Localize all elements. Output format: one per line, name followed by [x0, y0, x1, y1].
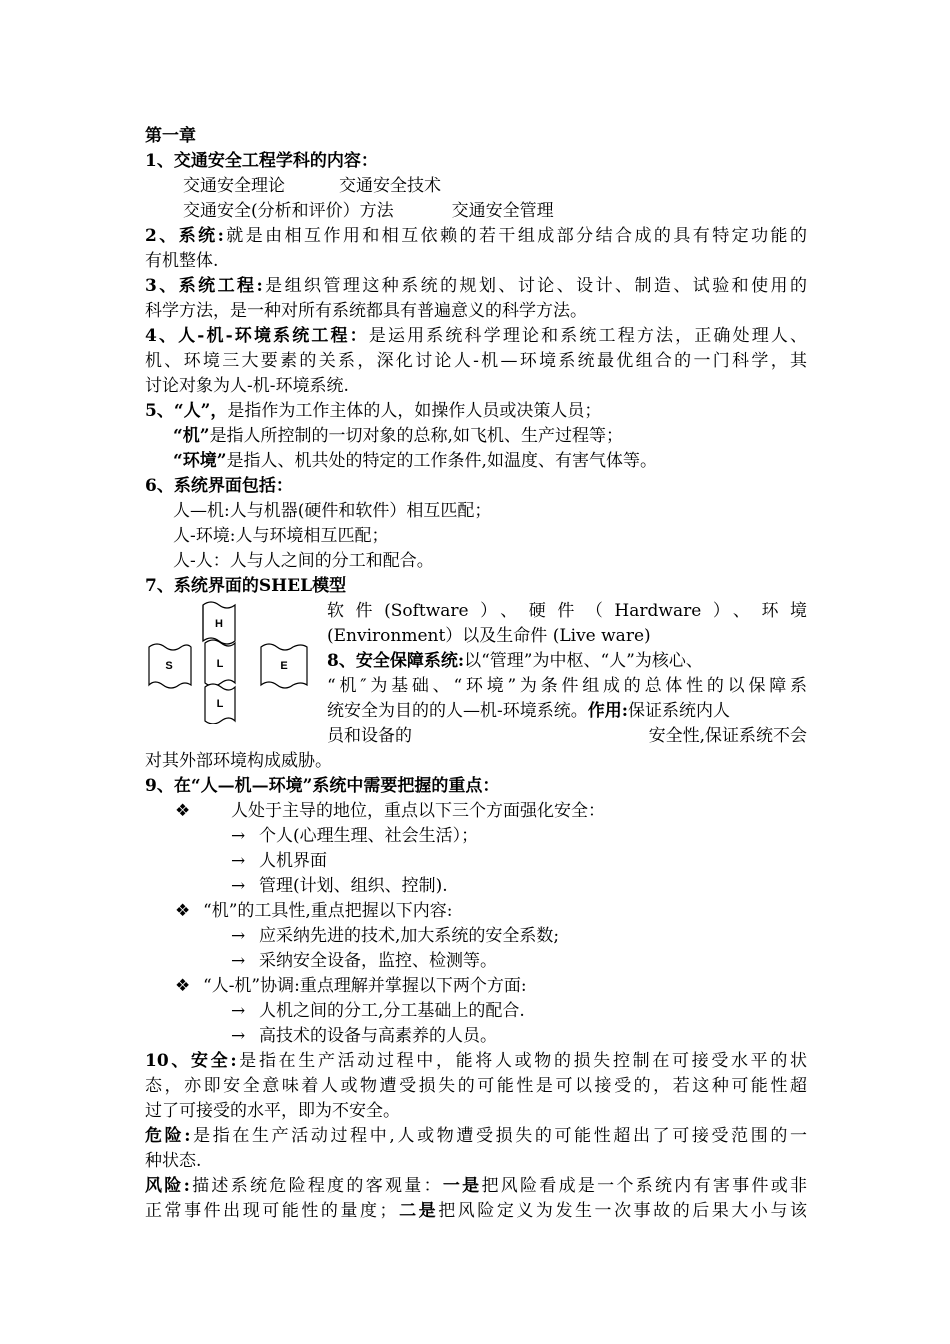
section-7-title: 7、系统界面的SHEL模型 — [145, 576, 347, 596]
arrow-right-icon: → — [231, 951, 246, 971]
shel-label-l1: L — [216, 658, 224, 670]
shel-label-s: S — [165, 660, 173, 672]
diamond-bullet-icon: ❖ — [175, 901, 191, 921]
shel-text — [327, 599, 807, 724]
section-10-line-1: 10、安全:是指在生产活动过程中，能将人或物的损失控制在可接受水平的状 — [145, 1051, 807, 1071]
s6-item-3: 人-人：人与人之间的分工和配合。 — [173, 551, 434, 571]
s1-item-3: 交通安全(分析和评价）方法 — [183, 201, 394, 221]
document-page — [145, 124, 807, 1224]
shel-label-e: E — [280, 660, 288, 672]
s9-g1-item-3: → 管理(计划、组织、控制). — [145, 874, 807, 899]
s7-line-1: 软件(Software）、硬件（Hardware）、环境 — [327, 601, 807, 621]
danger-line-1: 危险:是指在生产活动过程中,人或物遭受损失的可能性超出了可接受范围的一 — [145, 1126, 807, 1146]
s8-line-4: 员和设备的 安全性,保证系统不会 — [327, 726, 807, 746]
shel-label-h: H — [215, 618, 223, 630]
s1-item-4: 交通安全管理 — [451, 201, 554, 221]
arrow-right-icon: → — [231, 851, 246, 871]
section-5-line-3: “环境”是指人、机共处的特定的工作条件,如温度、有害气体等。 — [173, 451, 657, 471]
s8-line-5: 对其外部环境构成威胁。 — [145, 751, 332, 771]
chapter-heading: 第一章 — [145, 126, 196, 146]
section-9-title: 9、在“人—机—环境”系统中需要把握的重点： — [145, 776, 500, 796]
s9-g2-item-2: → 采纳安全设备，监控、检测等。 — [145, 949, 807, 974]
section-5-line-1: 5、“人”，是指作为工作主体的人，如操作人员或决策人员； — [145, 401, 602, 421]
s8-line-1: 8、安全保障系统:以“管理”为中枢、“人”为核心、 — [327, 651, 703, 671]
risk-line-1: 风险:描述系统危险程度的客观量：一是把风险看成是一个系统内有害事件或非 — [145, 1176, 808, 1196]
section-2-line-1: 2、系统:就是由相互作用和相互依赖的若干组成部分结合成的具有特定功能的 — [145, 226, 807, 246]
arrow-right-icon: → — [231, 876, 246, 896]
section-4-line-2: 机、环境三大要素的关系，深化讨论人-机—环境系统最优组合的一门科学，其 — [145, 351, 807, 371]
section-10-line-3: 过了可接受的水平，即为不安全。 — [145, 1101, 400, 1121]
arrow-right-icon: → — [231, 926, 246, 946]
section-1-row-1 — [145, 174, 807, 199]
risk-line-2: 正常事件出现可能性的量度；二是把风险定义为发生一次事故的后果大小与该 — [145, 1201, 808, 1221]
s9-group-3-head: ❖ “人-机”协调:重点理解并掌握以下两个方面: — [145, 974, 807, 999]
section-6-title: 6、系统界面包括： — [145, 476, 293, 496]
section-4-line-1: 4、人-机-环境系统工程：是运用系统科学理论和系统工程方法，正确处理人、 — [145, 326, 807, 346]
s8-line-3: 统安全为目的的人—机-环境系统。作用:保证系统内人 — [327, 701, 731, 721]
s9-g1-item-1: → 个人(心理生理、社会生活）； — [145, 824, 807, 849]
section-3-line-1: 3、系统工程:是组织管理这种系统的规划、讨论、设计、制造、试验和使用的 — [145, 276, 807, 296]
s9-group-2-head: ❖ “机”的工具性,重点把握以下内容: — [145, 899, 807, 924]
s6-item-1: 人—机:人与机器(硬件和软件）相互匹配； — [173, 501, 492, 521]
shel-block — [145, 599, 807, 724]
section-1-title: 1、交通安全工程学科的内容： — [145, 151, 378, 171]
diamond-bullet-icon: ❖ — [175, 801, 191, 821]
s9-g2-item-1: → 应采纳先进的技术,加大系统的安全系数; — [145, 924, 807, 949]
s9-group-1-head: ❖ 人处于主导的地位，重点以下三个方面强化安全： — [145, 799, 807, 824]
s8-line-2: “机″为基础、“环境”为条件组成的总体性的以保障系 — [327, 676, 807, 696]
shel-model-diagram — [145, 599, 315, 724]
arrow-right-icon: → — [231, 1026, 246, 1046]
shel-label-l2: L — [216, 698, 224, 710]
s9-g3-item-1: → 人机之间的分工,分工基础上的配合. — [145, 999, 807, 1024]
arrow-right-icon: → — [231, 1001, 246, 1021]
section-3-line-2: 科学方法，是一种对所有系统都具有普遍意义的科学方法。 — [145, 301, 587, 321]
section-10-line-2: 态，亦即安全意味着人或物遭受损失的可能性是可以接受的，若这种可能性超 — [145, 1076, 807, 1096]
danger-line-2: 种状态. — [145, 1151, 202, 1171]
s9-g1-item-2: → 人机界面 — [145, 849, 807, 874]
arrow-right-icon: → — [231, 826, 246, 846]
diamond-bullet-icon: ❖ — [175, 976, 191, 996]
s9-g3-item-2: → 高技术的设备与高素养的人员。 — [145, 1024, 807, 1049]
s1-item-2: 交通安全技术 — [339, 176, 441, 196]
section-4-line-3: 讨论对象为人-机-环境系统. — [145, 376, 349, 396]
section-2-line-2: 有机整体. — [145, 251, 219, 271]
s6-item-2: 人-环境:人与环境相互匹配； — [173, 526, 389, 546]
section-1-row-2 — [145, 199, 807, 224]
s7-line-2: (Environment）以及生命件 (Live ware) — [327, 626, 651, 646]
s1-item-1: 交通安全理论 — [183, 176, 285, 196]
section-5-line-2: “机”是指人所控制的一切对象的总称,如飞机、生产过程等； — [173, 426, 623, 446]
